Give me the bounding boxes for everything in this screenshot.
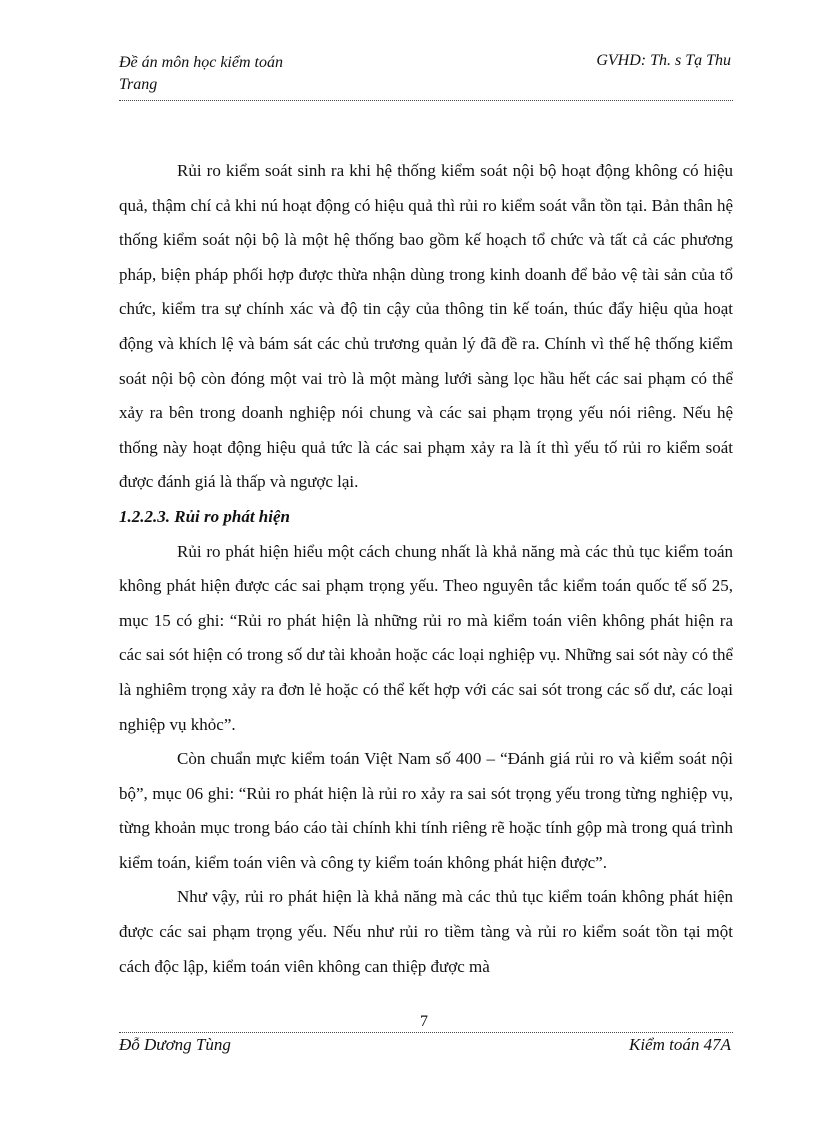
document-body: [119, 154, 733, 984]
header-teacher: GVHD: Th. s Tạ Thu: [596, 52, 731, 69]
page-number: 7: [420, 1013, 428, 1030]
paragraph-conclusion: Như vậy, rủi ro phát hiện là khả năng mà các thủ tục kiểm toán không phát hiện được các sai phạm trọng yếu. Nếu như rủi ro tiềm tàng và rủi ro kiểm soát tồn tại một cách độc lập, kiểm toán viên không can thiệp được mà: [119, 887, 733, 976]
footer-class: Kiểm toán 47A: [629, 1035, 731, 1054]
section-heading: 1.2.2.3. Rủi ro phát hiện: [119, 506, 290, 526]
footer-author: Đỗ Dương Tùng: [119, 1035, 231, 1054]
paragraph-vn-standard: Còn chuẩn mực kiểm toán Việt Nam số 400 – “Đánh giá rủi ro và kiểm soát nội bộ”, mục 06 ghi: “Rủi ro phát hiện là rủi ro xảy ra sai sót trọng yếu trong từng nghiệp vụ, từng khoản mục trong báo cáo tài chính khi tính riêng rẽ hoặc tính gộp mà trong quá trình kiểm toán, kiểm toán viên và công ty kiểm toán không phát hiện được”.: [119, 749, 733, 872]
header-title: Đề án môn học kiểm toán: [119, 54, 283, 71]
paragraph-control-risk: Rủi ro kiểm soát sinh ra khi hệ thống kiểm soát nội bộ hoạt động không có hiệu quả, thậm chí cả khi nú hoạt động có hiệu quả thì rủi ro kiểm soát vẫn tồn tại. Bản thân hệ thống kiểm soát nội bộ là một hệ thống bao gồm kế hoạch tổ chức và tất cả các phương pháp, biện pháp phối hợp được thừa nhận dùng trong kinh doanh để bảo vệ tài sản của tổ chức, kiểm tra sự chính xác và độ tin cậy của thông tin kế toán, thúc đẩy hiệu qủa hoạt động và khích lệ và bám sát các chủ trương quản lý đã đề ra. Chính vì thế hệ thống kiểm soát nội bộ còn đóng một vai trò là một màng lưới sàng lọc hầu hết các sai phạm có thể xảy ra bên trong doanh nghiệp nói chung và các sai phạm trọng yếu nói riêng. Nếu hệ thống này hoạt động hiệu quả tức là các sai phạm xảy ra là ít thì yếu tố rủi ro kiểm soát được đánh giá là thấp và ngược lại.: [119, 161, 733, 492]
footer-divider: [119, 1032, 733, 1033]
header-divider: [119, 100, 733, 101]
header-title-cont: Trang: [119, 76, 158, 93]
header-title-block: [119, 52, 283, 96]
paragraph-detection-risk: Rủi ro phát hiện hiểu một cách chung nhất là khả năng mà các thủ tục kiểm toán không phát hiện được các sai phạm trọng yếu. Theo nguyên tắc kiểm toán quốc tế số 25, mục 15 có ghi: “Rủi ro phát hiện là những rủi ro mà kiểm toán viên không phát hiện ra các sai sót hiện có trong số dư tài khoản hoặc các loại nghiệp vụ. Những sai sót này có thể là nghiêm trọng xảy ra đơn lẻ hoặc có thể kết hợp với các sai sót trong các số dư, các loại nghiệp vụ khỏc”.: [119, 541, 733, 734]
